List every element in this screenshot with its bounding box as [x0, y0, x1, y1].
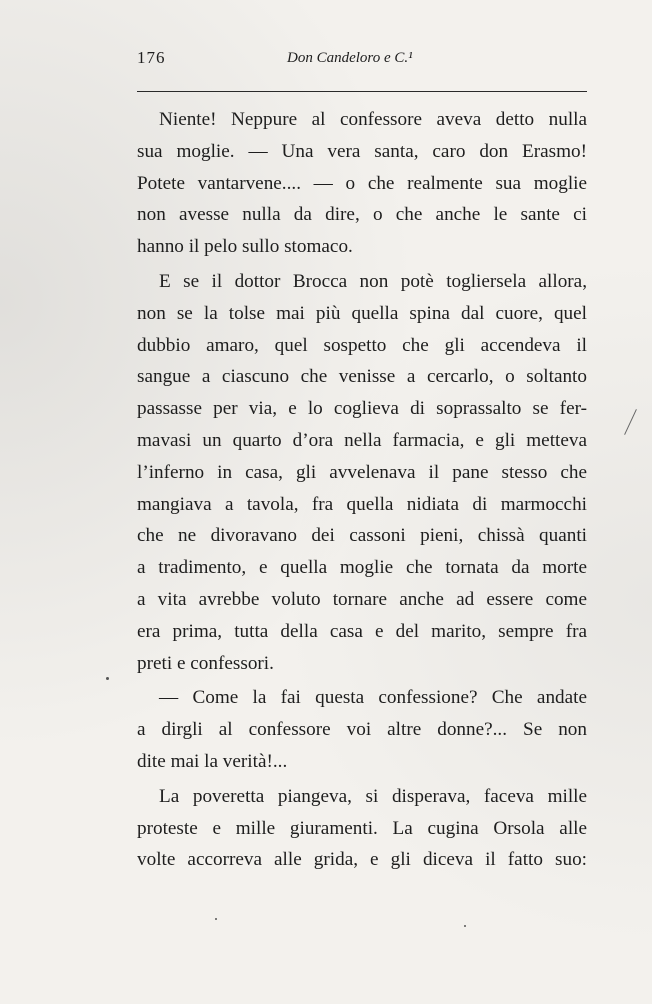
text-line: passasse per via, e lo coglieva di soprassalto se fer-	[137, 398, 587, 420]
text-line: sua moglie. — Una vera santa, caro don Erasmo!	[137, 140, 587, 162]
page-header	[137, 48, 587, 78]
text-line: Niente! Neppure al confessore aveva detto nulla	[159, 109, 587, 130]
text-line: non se la tolse mai più quella spina dal cuore, quel	[137, 302, 587, 324]
text-line: che ne divoravano dei cassoni pieni, chissà quanti	[137, 525, 587, 547]
text-line: l’inferno in casa, gli avvelenava il pane stesso che	[137, 461, 587, 483]
text-line: dite mai la verità!...	[137, 750, 288, 772]
text-line: La poveretta piangeva, si disperava, faceva mille	[159, 785, 587, 807]
text-line: E se il dottor Brocca non potè togliersela allora,	[159, 270, 587, 292]
text-line: non avesse nulla da dire, o che anche le sante ci	[137, 204, 587, 226]
scan-speck	[215, 918, 217, 920]
text-line: dubbio amaro, quel sospetto che gli accendeva il	[137, 334, 587, 356]
text-line: hanno il pelo sullo stomaco.	[137, 236, 353, 258]
text-line: — Come la fai questa confessione? Che andate	[159, 687, 587, 709]
scan-speck	[106, 677, 109, 680]
text-line: proteste e mille giuramenti. La cugina Orsola alle	[137, 817, 587, 839]
page-number: 176	[137, 48, 166, 67]
text-line: a tradimento, e quella moglie che tornata da morte	[137, 557, 587, 579]
text-line: volte accorreva alle grida, e gli diceva il fatto suo:	[137, 849, 587, 871]
text-line: a dirgli al confessore voi altre donne?... Se non	[137, 719, 587, 741]
text-line: mavasi un quarto d’ora nella farmacia, e gli metteva	[137, 429, 587, 451]
running-title: Don Candeloro e C.¹	[287, 50, 413, 66]
text-line: era prima, tutta della casa e del marito, sempre fra	[137, 620, 587, 642]
text-line: preti e confessori.	[137, 652, 274, 674]
header-rule	[137, 91, 587, 92]
text-line: a vita avrebbe voluto tornare anche ad essere come	[137, 588, 587, 610]
text-line: Potete vantarvene.... — o che realmente sua moglie	[137, 172, 587, 194]
scan-artifact	[624, 409, 637, 435]
body-text	[137, 104, 587, 876]
scan-speck	[464, 925, 466, 927]
text-line: sangue a ciascuno che venisse a cercarlo, o soltanto	[137, 366, 587, 388]
text-line: mangiava a tavola, fra quella nidiata di marmocchi	[137, 493, 587, 515]
